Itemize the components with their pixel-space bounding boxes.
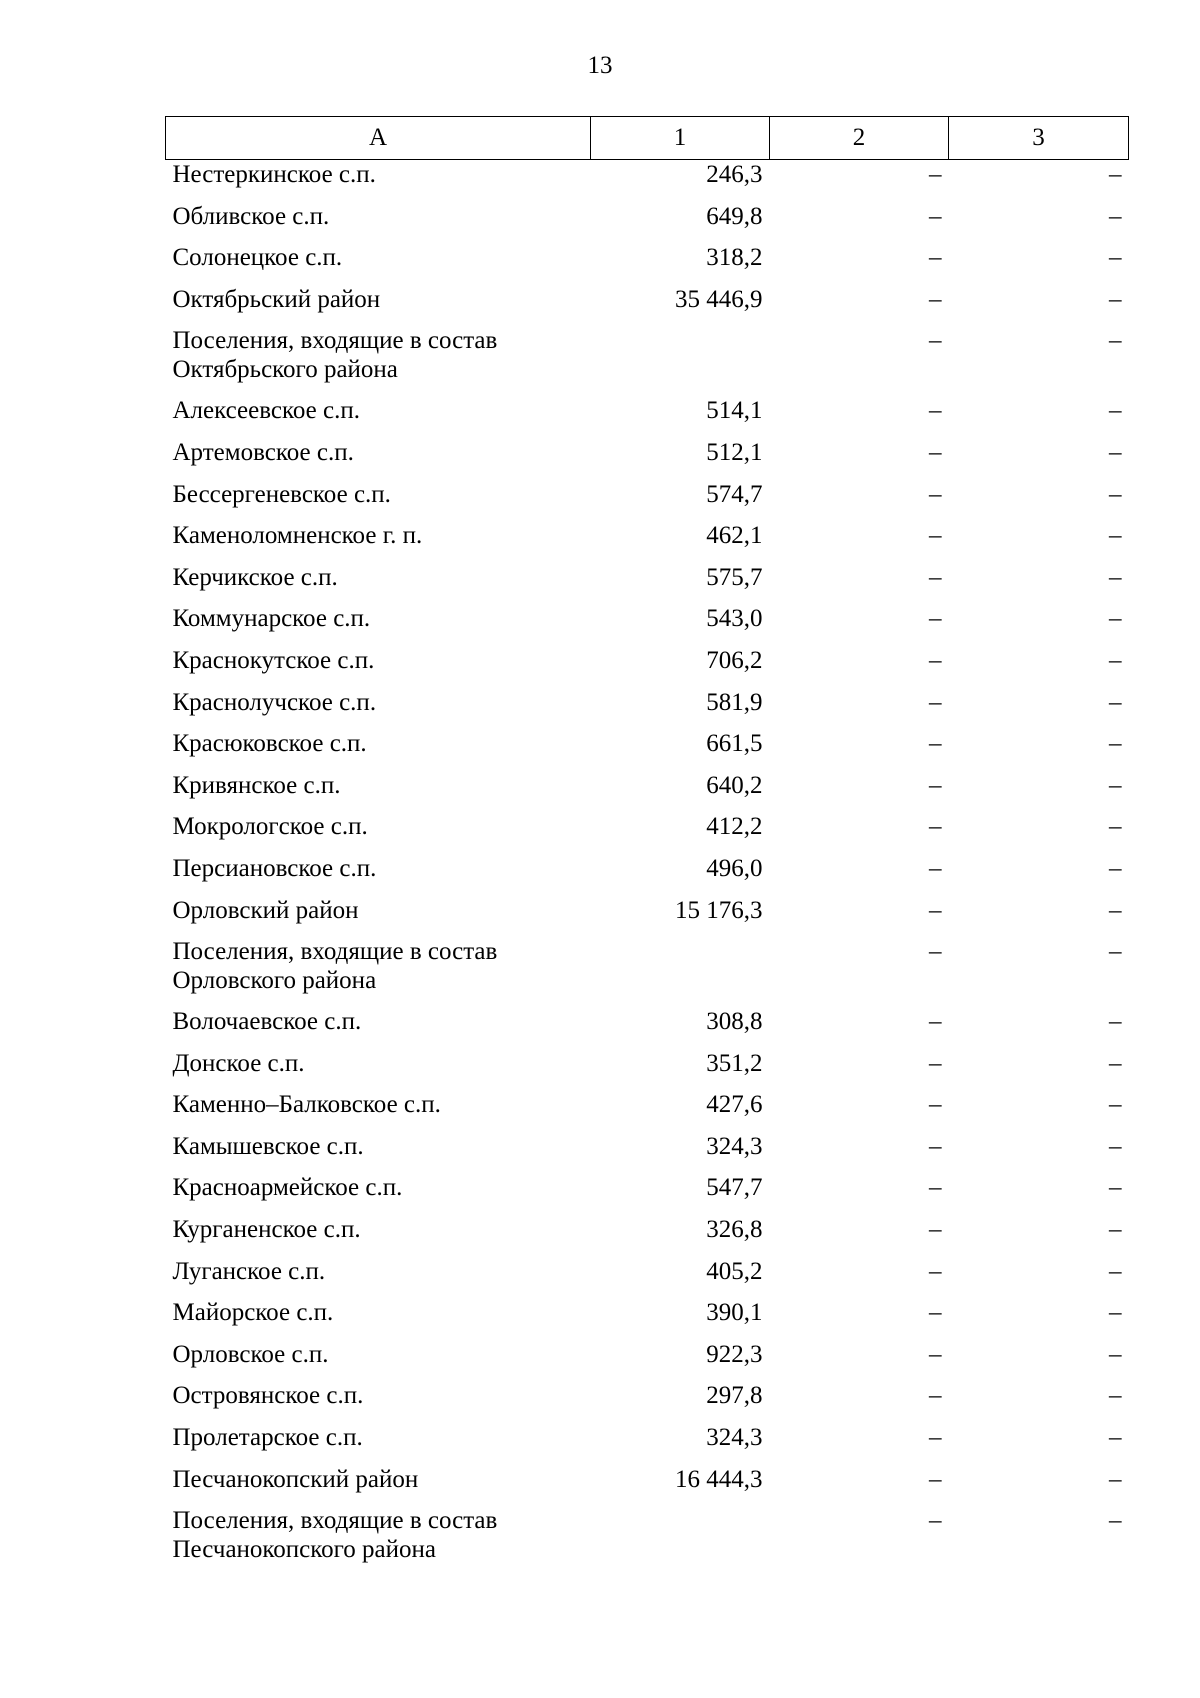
row-value-2-cell: – [929,480,942,508]
row-value-3-cell: – [1109,327,1122,355]
row-value-3-cell: – [1109,1382,1122,1410]
row-value-2-cell: – [929,1132,942,1160]
page-number: 13 [587,52,613,79]
row-name-cell: Алексеевское с.п. [172,397,360,425]
row-value-1-cell: 496,0 [706,854,763,882]
row-value-1-cell: 35 446,9 [675,285,763,313]
row-value-2-cell: – [929,563,942,591]
row-value-1-cell [591,1506,770,1576]
row-value-3-cell: – [1109,563,1122,591]
row-value-1-cell: 15 176,3 [675,896,763,924]
row-name-cell: Краснолучское с.п. [172,688,377,716]
row-value-2-cell: – [929,161,942,188]
row-value-2-cell: – [929,1174,942,1202]
row-value-2-cell: – [929,854,942,882]
table-row [166,480,1129,522]
row-value-2-cell: – [929,285,942,313]
row-name-cell: Орловское с.п. [172,1340,329,1368]
row-value-1-cell: 661,5 [706,730,763,758]
row-value-2-cell: – [929,397,942,425]
row-value-3-cell: – [1109,1008,1122,1036]
row-value-2-cell: – [929,813,942,841]
table-row [166,1506,1129,1576]
row-value-3-cell: – [1109,1091,1122,1119]
row-value-3-cell: – [1109,1216,1122,1244]
row-name-cell: Кривянское с.п. [172,771,341,799]
row-value-1-cell: 324,3 [706,1424,763,1452]
row-name-cell: Октябрьский район [172,285,381,313]
row-name-cell: Орловский район [172,896,359,924]
table-row [166,604,1129,646]
table-row [166,1381,1129,1423]
row-value-1-cell: 412,2 [706,813,763,841]
row-value-1-cell: 308,8 [706,1008,763,1036]
row-value-2-cell: – [929,730,942,758]
row-value-2-cell: – [929,1091,942,1119]
table-header-row [166,117,1129,160]
row-value-3-cell: – [1109,1340,1122,1368]
table-row [166,1423,1129,1465]
table-row [166,1090,1129,1132]
table-row [166,1465,1129,1507]
row-value-3-cell: – [1109,896,1122,924]
table-row [166,243,1129,285]
row-value-3-cell: – [1109,1299,1122,1327]
table-row [166,896,1129,938]
row-value-1-cell: 543,0 [706,605,763,633]
row-value-2-cell: – [929,688,942,716]
row-value-2-cell: – [929,1465,942,1493]
row-value-1-cell [591,326,770,396]
row-value-2-cell: – [929,1216,942,1244]
row-name-cell: Пролетарское с.п. [172,1424,363,1452]
row-name-cell: Красюковское с.п. [172,730,367,758]
row-name-cell: Солонецкое с.п. [172,244,343,272]
table-row [166,771,1129,813]
table-row [166,438,1129,480]
table-row [166,326,1129,396]
row-value-2-cell: – [929,327,942,355]
row-value-1-cell: 547,7 [706,1174,763,1202]
table-body [166,160,1129,1577]
table-row [166,1007,1129,1049]
row-value-2-cell: – [929,896,942,924]
row-name-cell: Поселения, входящие в состав Октябрьского района [172,327,498,384]
row-value-1-cell: 318,2 [706,244,763,272]
row-value-2-cell: – [929,605,942,633]
row-name-cell: Нестеркинское с.п. [172,161,376,188]
row-value-3-cell: – [1109,522,1122,550]
row-value-3-cell: – [1109,480,1122,508]
table-row [166,1049,1129,1091]
table-row [166,160,1129,202]
row-value-1-cell: 297,8 [706,1382,763,1410]
row-name-cell: Майорское с.п. [172,1299,334,1327]
row-value-3-cell: – [1109,730,1122,758]
row-value-2-cell: – [929,646,942,674]
header-col-1: 1 [591,117,770,160]
row-value-2-cell: – [929,202,942,230]
row-value-1-cell: 351,2 [706,1049,763,1077]
row-value-2-cell: – [929,1507,942,1535]
table-row [166,1215,1129,1257]
row-value-1-cell: 574,7 [706,480,763,508]
table-row [166,1173,1129,1215]
row-name-cell: Каменоломненское г. п. [172,522,423,550]
row-value-2-cell: – [929,1049,942,1077]
row-value-1-cell [591,937,770,1007]
row-value-2-cell: – [929,1257,942,1285]
header-col-2: 2 [770,117,949,160]
row-name-cell: Островянское с.п. [172,1382,364,1410]
row-value-1-cell: 706,2 [706,646,763,674]
row-value-3-cell: – [1109,438,1122,466]
table-row [166,646,1129,688]
row-value-2-cell: – [929,522,942,550]
row-value-3-cell: – [1109,1174,1122,1202]
row-value-3-cell: – [1109,771,1122,799]
row-value-1-cell: 326,8 [706,1216,763,1244]
row-name-cell: Персиановское с.п. [172,854,377,882]
row-value-3-cell: – [1109,605,1122,633]
row-name-cell: Поселения, входящие в состав Песчанокопского района [172,1507,498,1564]
row-value-3-cell: – [1109,1465,1122,1493]
row-value-1-cell: 581,9 [706,688,763,716]
row-name-cell: Луганское с.п. [172,1257,326,1285]
row-name-cell: Артемовское с.п. [172,438,354,466]
row-value-3-cell: – [1109,397,1122,425]
table-row [166,812,1129,854]
row-value-2-cell: – [929,1340,942,1368]
row-name-cell: Коммунарское с.п. [172,605,371,633]
row-name-cell: Волочаевское с.п. [172,1008,362,1036]
row-value-2-cell: – [929,1299,942,1327]
row-value-1-cell: 462,1 [706,522,763,550]
row-name-cell: Песчанокопский район [172,1465,419,1493]
row-value-2-cell: – [929,1424,942,1452]
row-value-3-cell: – [1109,1257,1122,1285]
table-row [166,854,1129,896]
table-row [166,937,1129,1007]
row-value-1-cell: 922,3 [706,1340,763,1368]
row-value-2-cell: – [929,1008,942,1036]
row-value-1-cell: 390,1 [706,1299,763,1327]
row-value-3-cell: – [1109,688,1122,716]
row-value-3-cell: – [1109,202,1122,230]
row-value-3-cell: – [1109,646,1122,674]
row-value-3-cell: – [1109,285,1122,313]
header-col-3: 3 [949,117,1129,160]
table-row [166,688,1129,730]
table-row [166,202,1129,244]
row-value-1-cell: 246,3 [706,161,763,188]
table-row [166,1257,1129,1299]
table-row [166,729,1129,771]
row-value-3-cell: – [1109,813,1122,841]
row-name-cell: Поселения, входящие в состав Орловского района [172,938,498,995]
row-value-1-cell: 512,1 [706,438,763,466]
row-value-1-cell: 16 444,3 [675,1465,763,1493]
row-value-2-cell: – [929,938,942,966]
row-value-1-cell: 427,6 [706,1091,763,1119]
row-value-3-cell: – [1109,161,1122,188]
row-name-cell: Донское с.п. [172,1049,305,1077]
row-value-1-cell: 324,3 [706,1132,763,1160]
table-row [166,1132,1129,1174]
row-name-cell: Керчикское с.п. [172,563,338,591]
row-value-1-cell: 514,1 [706,397,763,425]
row-value-2-cell: – [929,244,942,272]
row-value-1-cell: 575,7 [706,563,763,591]
row-value-3-cell: – [1109,1424,1122,1452]
row-value-1-cell: 649,8 [706,202,763,230]
row-name-cell: Краснокутское с.п. [172,646,375,674]
row-name-cell: Красноармейское с.п. [172,1174,403,1202]
row-name-cell: Камышевское с.п. [172,1132,364,1160]
row-value-3-cell: – [1109,854,1122,882]
row-value-3-cell: – [1109,244,1122,272]
table-row [166,396,1129,438]
row-value-3-cell: – [1109,938,1122,966]
row-value-3-cell: – [1109,1049,1122,1077]
header-col-a: А [166,117,591,160]
row-name-cell: Курганенское с.п. [172,1216,361,1244]
row-name-cell: Каменно–Балковское с.п. [172,1091,441,1119]
data-table [165,116,1129,1576]
row-value-1-cell: 405,2 [706,1257,763,1285]
row-value-3-cell: – [1109,1132,1122,1160]
row-name-cell: Бессергеневское с.п. [172,480,391,508]
table-row [166,521,1129,563]
table-row [166,563,1129,605]
row-value-2-cell: – [929,438,942,466]
table-row [166,1340,1129,1382]
row-name-cell: Мокрологское с.п. [172,813,368,841]
row-value-2-cell: – [929,771,942,799]
row-name-cell: Обливское с.п. [172,202,330,230]
table-row [166,1298,1129,1340]
table-row [166,285,1129,327]
row-value-1-cell: 640,2 [706,771,763,799]
row-value-2-cell: – [929,1382,942,1410]
row-value-3-cell: – [1109,1507,1122,1535]
